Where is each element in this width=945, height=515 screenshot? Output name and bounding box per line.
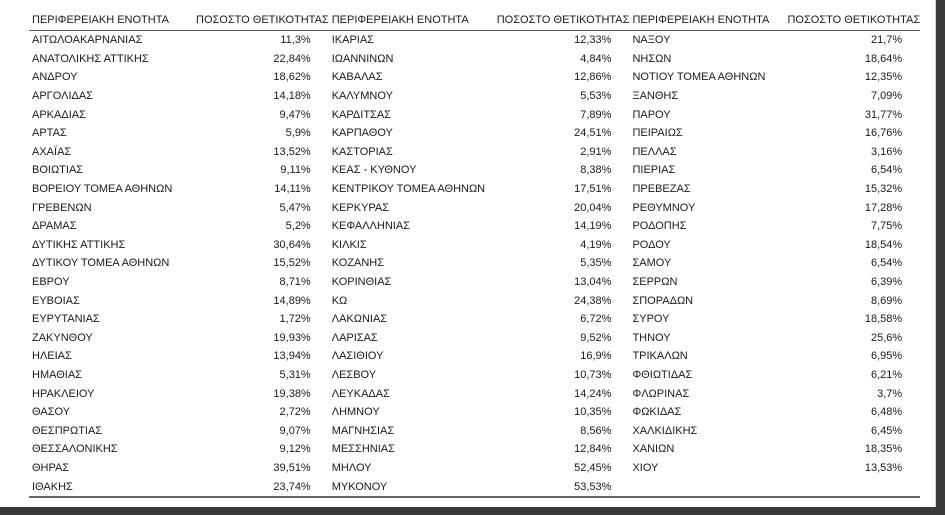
positivity-rate-cell: 14,11% [274,183,311,196]
positivity-rate-cell: 22,84% [273,52,311,65]
region-name-cell: ΙΩΑΝΝΙΝΩΝ [331,52,394,65]
positivity-rate-cell: 12,33% [574,34,612,47]
positivity-rate-cell: 15,52% [273,257,311,270]
positivity-rate-cell: 9,12% [279,443,311,456]
table-row [29,198,920,217]
table-row [29,87,920,106]
region-name-cell: ΔΥΤΙΚΗΣ ΑΤΤΙΚΗΣ [32,238,126,251]
region-name-cell: ΤΡΙΚΑΛΩΝ [632,350,688,363]
region-name-cell [629,477,784,497]
region-name-cell: ΤΗΝΟΥ [632,331,671,344]
positivity-rate-cell: 7,09% [870,90,903,103]
table-row [29,124,920,143]
positivity-rate-cell: 5,35% [580,257,612,270]
region-name-cell: ΔΥΤΙΚΟΥ ΤΟΜΕΑ ΑΘΗΝΩΝ [32,257,170,270]
column-header: ΠΟΣΟΣΤΟ ΘΕΤΙΚΟΤΗΤΑΣ [193,10,329,31]
region-name-cell: ΚΑΣΤΟΡΙΑΣ [331,145,393,158]
positivity-rate-cell: 14,19% [574,220,612,233]
table-row [29,236,920,255]
region-name-cell: ΣΑΜΟΥ [632,257,672,270]
positivity-rate-cell: 9,47% [279,108,311,121]
positivity-rate-cell: 4,19% [580,238,612,251]
positivity-rate-cell: 18,35% [864,443,903,456]
table-row [29,68,920,87]
region-name-cell: ΦΘΙΩΤΙΔΑΣ [632,368,693,381]
positivity-rate-cell: 3,7% [877,387,903,400]
positivity-rate-cell: 5,47% [279,201,311,214]
positivity-rate-cell: 6,95% [870,350,903,363]
region-name-cell: ΚΕΑΣ - ΚΥΘΝΟΥ [331,164,417,177]
region-name-cell: ΚΕΡΚΥΡΑΣ [331,201,390,214]
table-row [29,477,920,497]
positivity-rate-cell: 6,21% [870,368,903,381]
table-body [29,31,920,497]
positivity-rate-cell: 14,24% [574,387,612,400]
region-name-cell: ΛΑΚΩΝΙΑΣ [331,313,388,326]
positivity-rate-cell: 18,58% [864,313,903,326]
region-name-cell: ΒΟΡΕΙΟΥ ΤΟΜΕΑ ΑΘΗΝΩΝ [32,183,173,196]
region-name-cell: ΑΡΤΑΣ [32,127,67,140]
column-header: ΠΟΣΟΣΤΟ ΘΕΤΙΚΟΤΗΤΑΣ [784,10,920,31]
table-row [29,403,920,422]
region-name-cell: ΑΝΔΡΟΥ [32,71,78,84]
region-name-cell: ΜΗΛΟΥ [331,461,372,474]
positivity-rate-cell: 9,52% [580,331,612,344]
table-row [29,50,920,69]
column-header: ΠΟΣΟΣΤΟ ΘΕΤΙΚΟΤΗΤΑΣ [494,10,630,31]
region-name-cell: ΛΕΣΒΟΥ [331,368,377,381]
region-name-cell: ΜΥΚΟΝΟΥ [329,477,494,497]
column-header: ΠΕΡΙΦΕΡΕΙΑΚΗ ΕΝΟΤΗΤΑ [629,10,784,31]
region-name-cell: ΚΙΛΚΙΣ [331,238,367,251]
region-name-cell: ΚΟΡΙΝΘΙΑΣ [331,276,392,289]
table-row [29,329,920,348]
region-name-cell: ΒΟΙΩΤΙΑΣ [32,164,84,177]
positivity-rate-cell: 25,6% [870,331,903,344]
region-name-cell: ΝΑΞΟΥ [632,34,671,47]
region-name-cell: ΚΩ [331,294,348,307]
positivity-rate-cell: 19,93% [273,331,311,344]
region-name-cell: ΑΡΓΟΛΙΔΑΣ [32,90,93,103]
region-name-cell: ΠΙΕΡΙΑΣ [632,164,676,177]
table-row [29,273,920,292]
positivity-rate-cell: 2,91% [580,145,612,158]
table-row [29,310,920,329]
positivity-rate-cell: 21,7% [870,34,903,47]
positivity-rate-cell: 6,39% [870,276,903,289]
region-name-cell: ΞΑΝΘΗΣ [632,90,679,103]
positivity-rate-cell: 2,72% [279,406,311,419]
positivity-rate-cell: 10,73% [574,368,612,381]
region-name-cell: ΗΛΕΙΑΣ [32,350,72,363]
positivity-rate-cell: 17,28% [864,201,903,214]
positivity-rate-cell: 14,18% [273,90,311,103]
positivity-rate-cell: 9,07% [279,424,311,437]
positivity-rate-cell: 8,38% [580,164,612,177]
region-name-cell: ΕΒΡΟΥ [32,276,70,289]
region-name-cell: ΑΝΑΤΟΛΙΚΗΣ ΑΤΤΙΚΗΣ [32,52,149,65]
table-row [29,291,920,310]
table-row [29,31,920,50]
positivity-rate-cell: 5,2% [285,220,311,233]
region-name-cell: ΘΕΣΣΑΛΟΝΙΚΗΣ [32,443,118,456]
region-name-cell: ΠΕΛΛΑΣ [632,145,677,158]
region-name-cell: ΠΑΡΟΥ [632,108,671,121]
positivity-rate-cell: 13,52% [273,145,311,158]
positivity-rate-cell: 5,9% [285,127,311,140]
region-name-cell: ΦΩΚΙΔΑΣ [632,406,682,419]
region-name-cell: ΚΑΡΠΑΘΟΥ [331,127,393,140]
region-name-cell: ΜΕΣΣΗΝΙΑΣ [331,443,395,456]
region-name-cell: ΡΟΔΟΠΗΣ [632,220,687,233]
table-row [29,421,920,440]
positivity-rate-cell: 6,45% [870,424,903,437]
region-name-cell: ΚΟΖΑΝΗΣ [331,257,385,270]
region-name-cell: ΕΥΡΥΤΑΝΙΑΣ [32,313,100,326]
region-name-cell: ΚΕΦΑΛΛΗΝΙΑΣ [331,220,410,233]
table-row [29,217,920,236]
region-name-cell: ΣΥΡΟΥ [632,313,670,326]
region-name-cell: ΦΛΩΡΙΝΑΣ [632,387,690,400]
positivity-rate-cell: 5,31% [279,368,311,381]
positivity-rate-cell: 6,54% [870,164,903,177]
table-row [29,347,920,366]
positivity-rate-cell: 16,76% [864,127,903,140]
region-name-cell: ΖΑΚΥΝΘΟΥ [32,331,93,344]
region-name-cell: ΛΕΥΚΑΔΑΣ [331,387,390,400]
positivity-rate-cell: 6,54% [870,257,903,270]
region-name-cell: ΚΕΝΤΡΙΚΟΥ ΤΟΜΕΑ ΑΘΗΝΩΝ [331,183,486,196]
positivity-rate-cell: 13,53% [864,461,903,474]
region-name-cell: ΑΙΤΩΛΟΑΚΑΡΝΑΝΙΑΣ [32,34,143,47]
positivity-rate-cell: 4,84% [580,52,612,65]
region-name-cell: ΗΡΑΚΛΕΙΟΥ [32,387,95,400]
positivity-rate-cell: 12,35% [864,71,903,84]
positivity-rate-cell: 7,89% [580,108,612,121]
positivity-rate-cell: 6,72% [580,313,612,326]
positivity-rate-cell: 12,84% [574,443,612,456]
positivity-rate-cell: 13,94% [273,350,311,363]
table-row [29,254,920,273]
region-name-cell: ΣΠΟΡΑΔΩΝ [632,294,694,307]
positivity-rate-cell: 18,62% [273,71,311,84]
positivity-rate-cell: 5,53% [580,90,612,103]
positivity-rate-cell: 14,89% [273,294,311,307]
table-row [29,143,920,162]
table-row [29,105,920,124]
positivity-rate-cell: 10,35% [574,406,612,419]
positivity-rate-cell: 11,3% [280,34,311,47]
positivity-rate-cell: 12,86% [574,71,612,84]
region-name-cell: ΡΕΘΥΜΝΟΥ [632,201,696,214]
positivity-rate-cell: 15,32% [864,183,903,196]
positivity-rate-cell: 23,74% [193,477,329,497]
region-name-cell: ΚΑΛΥΜΝΟΥ [331,90,393,103]
positivity-rate-cell: 16,9% [580,350,612,363]
positivity-rate-cell: 7,75% [870,220,903,233]
region-name-cell: ΘΕΣΠΡΩΤΙΑΣ [32,424,103,437]
region-name-cell: ΔΡΑΜΑΣ [32,220,77,233]
positivity-rate-cell: 24,38% [574,294,612,307]
positivity-rate-cell: 18,64% [864,52,903,65]
region-name-cell: ΚΑΒΑΛΑΣ [331,71,383,84]
positivity-table [29,10,920,498]
region-name-cell: ΧΑΝΙΩΝ [632,443,675,456]
positivity-rate-cell: 17,51% [574,183,612,196]
positivity-rate-cell: 1,72% [279,313,311,326]
region-name-cell: ΠΕΙΡΑΙΩΣ [632,127,683,140]
table-row [29,180,920,199]
positivity-rate-cell: 30,64% [273,238,311,251]
region-name-cell: ΙΘΑΚΗΣ [29,477,193,497]
positivity-rate-cell: 19,38% [273,387,311,400]
region-name-cell: ΚΑΡΔΙΤΣΑΣ [331,108,391,121]
region-name-cell: ΑΧΑΪΑΣ [32,145,72,158]
positivity-rate-cell: 18,54% [864,238,903,251]
region-name-cell: ΓΡΕΒΕΝΩΝ [32,201,92,214]
region-name-cell: ΛΑΡΙΣΑΣ [331,331,378,344]
positivity-rate-cell: 8,71% [279,276,311,289]
region-name-cell: ΧΙΟΥ [632,461,659,474]
positivity-rate-cell: 24,51% [574,127,612,140]
table-row [29,161,920,180]
table-row [29,440,920,459]
region-name-cell: ΛΑΣΙΘΙΟΥ [331,350,384,363]
region-name-cell: ΗΜΑΘΙΑΣ [32,368,82,381]
region-name-cell: ΙΚΑΡΙΑΣ [331,34,374,47]
region-name-cell: ΕΥΒΟΙΑΣ [32,294,80,307]
positivity-rate-cell: 39,51% [273,461,311,474]
column-header: ΠΕΡΙΦΕΡΕΙΑΚΗ ΕΝΟΤΗΤΑ [329,10,494,31]
region-name-cell: ΜΑΓΝΗΣΙΑΣ [331,424,395,437]
region-name-cell: ΠΡΕΒΕΖΑΣ [632,183,691,196]
region-name-cell: ΘΑΣΟΥ [32,406,71,419]
region-name-cell: ΣΕΡΡΩΝ [632,276,678,289]
region-name-cell: ΘΗΡΑΣ [32,461,70,474]
positivity-rate-cell: 6,48% [870,406,903,419]
region-name-cell: ΧΑΛΚΙΔΙΚΗΣ [632,424,698,437]
region-name-cell: ΛΗΜΝΟΥ [331,406,380,419]
positivity-rate-cell: 52,45% [574,461,612,474]
positivity-rate-cell: 9,11% [280,164,311,177]
positivity-rate-cell: 3,16% [870,145,903,158]
positivity-rate-cell [784,477,920,497]
table-header-row [29,10,920,31]
positivity-rate-cell: 31,77% [864,108,903,121]
table-row [29,459,920,478]
positivity-rate-cell: 8,69% [870,294,903,307]
positivity-rate-cell: 13,04% [574,276,612,289]
column-header: ΠΕΡΙΦΕΡΕΙΑΚΗ ΕΝΟΤΗΤΑ [29,10,193,31]
table-row [29,366,920,385]
region-name-cell: ΝΗΣΩΝ [632,52,672,65]
table-row [29,384,920,403]
cropped-background-text [0,505,945,515]
positivity-rate-cell: 20,04% [574,201,612,214]
positivity-rate-cell: 53,53% [494,477,630,497]
positivity-rate-cell: 8,56% [580,424,612,437]
region-name-cell: ΝΟΤΙΟΥ ΤΟΜΕΑ ΑΘΗΝΩΝ [632,71,766,84]
region-name-cell: ΡΟΔΟΥ [632,238,671,251]
region-name-cell: ΑΡΚΑΔΙΑΣ [32,108,86,121]
